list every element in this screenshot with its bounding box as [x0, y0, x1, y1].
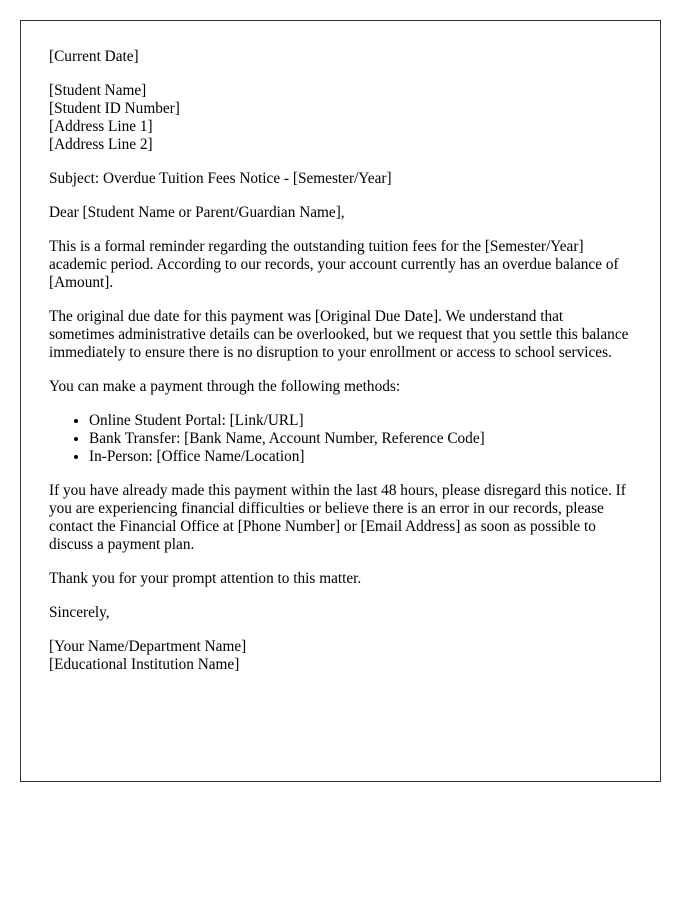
institution-name: [Educational Institution Name]	[49, 656, 240, 673]
list-item: • Online Student Portal: [Link/URL]	[89, 412, 632, 430]
letter-date: [Current Date]	[49, 48, 139, 65]
list-item: • Bank Transfer: [Bank Name, Account Number, Reference Code]	[89, 430, 632, 448]
recipient-id: [Student ID Number]	[49, 100, 180, 117]
body-paragraph: Thank you for your prompt attention to this matter.	[49, 570, 362, 587]
body-paragraph: You can make a payment through the following methods:	[49, 378, 401, 395]
signoff: Sincerely,	[49, 604, 110, 621]
payment-methods-list	[49, 412, 632, 466]
address-line-1: [Address Line 1]	[49, 118, 153, 135]
sender-name: [Your Name/Department Name]	[49, 638, 247, 655]
address-line-2: [Address Line 2]	[49, 136, 153, 153]
body-paragraph: The original due date for this payment was [Original Due Date]. We understand that sometimes administrative details can be overlooked, but we request that you settle this balance immediately to ensure there is no disruption to your enrollment or access to school services.	[49, 308, 629, 361]
subject-line: Subject: Overdue Tuition Fees Notice - [Semester/Year]	[49, 170, 392, 187]
body-paragraph: This is a formal reminder regarding the outstanding tuition fees for the [Semester/Year] academic period. According to our records, your account currently has an overdue balance of [Amount].	[49, 238, 619, 291]
list-item: • In-Person: [Office Name/Location]	[89, 448, 632, 466]
signature-block	[49, 638, 632, 674]
recipient-address	[49, 82, 632, 154]
letter	[20, 20, 661, 782]
salutation: Dear [Student Name or Parent/Guardian Name],	[49, 204, 345, 221]
recipient-name: [Student Name]	[49, 82, 147, 99]
body-paragraph: If you have already made this payment within the last 48 hours, please disregard this notice. If you are experiencing financial difficulties or believe there is an error in our records, please contact the Financial Office at [Phone Number] or [Email Address] as soon as possible to discuss a payment plan.	[49, 482, 626, 553]
